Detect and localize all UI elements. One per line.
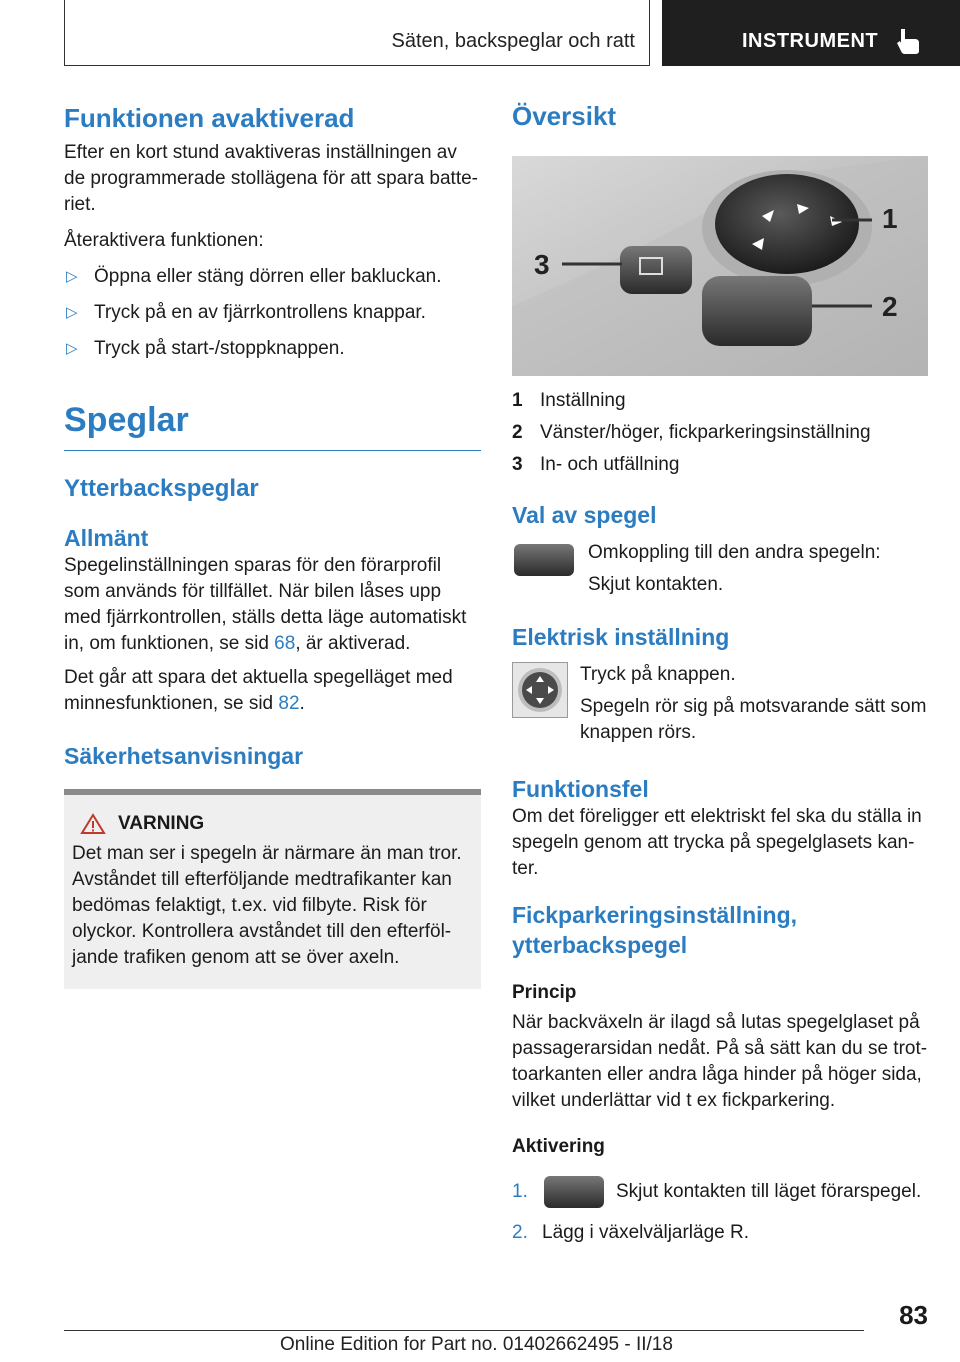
reactivate-list: [64, 264, 481, 362]
header-chapter-title: INSTRUMENT: [742, 30, 879, 52]
list-item: 2. Lägg i växelväljarläge R.: [512, 1222, 750, 1243]
heading-princip: Princip: [512, 982, 577, 1003]
val-row: [512, 540, 928, 604]
list-item: ▷ Öppna eller stäng dörren eller bakluckan.: [64, 264, 481, 290]
paragraph-funktionsfel: Om det föreligger ett elektriskt fel ska du ställa in spegeln genom att trycka på spegelglasets kan-ter.: [512, 806, 922, 879]
footer-divider: [64, 1330, 864, 1331]
aktivering-steps: [512, 1172, 928, 1246]
elektrisk-text-1: Tryck på knappen.: [580, 664, 736, 685]
right-column: [512, 98, 928, 1246]
heading-speglar: Speglar: [64, 401, 189, 439]
heading-aktivering: Aktivering: [512, 1136, 605, 1157]
paragraph-funktionen: Efter en kort stund avaktiveras inställningen av de programmerade stollägena för att spara batte-riet.: [64, 142, 479, 215]
legend-list: [512, 388, 928, 478]
paragraph-allmant-1: Spegelinställningen sparas för den förarprofil som används för tillfället. När bilen låses upp med fjärrkontrollen, ställs detta läge automatiskt in, om funktionen, se sid 68, är aktiverad.: [64, 555, 467, 654]
photo-label-3: 3: [534, 249, 550, 280]
mirror-select-switch-icon: [512, 540, 576, 580]
paragraph-princip: När backväxeln är ilagd så lutas spegelglaset på passagerarsidan nedåt. På så sätt kan du se trot-toarkanten eller andra låga hinder på höger sida, vilket underlättar vid t ex fickparkering.: [512, 1012, 928, 1111]
page-link-68[interactable]: 68: [274, 633, 296, 654]
paragraph-allmant-2: Det går att spara det aktuella spegelläget med minnesfunktionen, se sid 82.: [64, 667, 453, 714]
warning-title: VARNING: [80, 813, 473, 835]
heading-ytterbackspeglar: Ytterbackspeglar: [64, 475, 259, 502]
list-item: 3 In- och utfällning: [512, 454, 680, 475]
photo-label-2: 2: [882, 291, 898, 322]
photo-label-1: 1: [882, 203, 898, 234]
heading-oversikt: Översikt: [512, 101, 617, 131]
heading-funktionen-avaktiverad: Funktionen avaktiverad: [64, 103, 355, 133]
heading-val-av-spegel: Val av spegel: [512, 502, 657, 528]
elektrisk-text-2: Spegeln rör sig på motsvarande sätt som knappen rörs.: [580, 696, 927, 743]
heading-allmant: Allmänt: [64, 525, 149, 551]
mirror-select-switch-icon: [542, 1172, 606, 1212]
left-column: [64, 100, 481, 989]
mirror-controls-photo: [512, 156, 928, 376]
heading-funktionsfel: Funktionsfel: [512, 776, 649, 802]
header-section-tab: [64, 0, 650, 66]
list-item: ▷ Tryck på en av fjärrkontrollens knappar.: [64, 300, 481, 326]
list-item: ▷ Tryck på start-/stoppknappen.: [64, 336, 481, 362]
elektrisk-row: [512, 662, 928, 752]
list-item: 1 Inställning: [512, 390, 626, 411]
page-link-82[interactable]: 82: [278, 693, 300, 714]
warning-box: [64, 789, 481, 989]
footer-edition: Online Edition for Part no. 01402662495 - II/18: [280, 1334, 673, 1355]
heading-fickparkering: Fickparkeringsinställning, ytterbackspegel: [512, 902, 798, 958]
warning-text: Det man ser i spegeln är närmare än man tror. Avståndet till efterföljande medtrafikanter kan bedömas felaktigt, t.ex. vid filbyte. Risk för olyckor. Kontrollera avståndet till den efterföl-jande trafiken genom att se över axeln.: [72, 843, 462, 968]
section-divider: [64, 450, 481, 451]
val-text-2: Skjut kontakten.: [588, 574, 724, 595]
paragraph-reactivate: Återaktivera funktionen:: [64, 230, 264, 251]
val-text-1: Omkoppling till den andra spegeln:: [588, 542, 881, 563]
pointing-hand-icon: [895, 27, 921, 55]
warning-triangle-icon: [80, 813, 106, 835]
list-item: 2 Vänster/höger, fickparkeringsinställning: [512, 422, 871, 443]
page-number: 83: [899, 1300, 928, 1330]
header-section-title: Säten, backspeglar och ratt: [391, 30, 635, 52]
heading-sakerhetsanvisningar: Säkerhetsanvisningar: [64, 743, 304, 769]
mirror-adjust-knob-icon: [512, 662, 568, 718]
list-item: 1. Skjut kontakten till läget förarspegel.: [512, 1172, 928, 1212]
heading-elektrisk-installning: Elektrisk inställning: [512, 624, 730, 650]
